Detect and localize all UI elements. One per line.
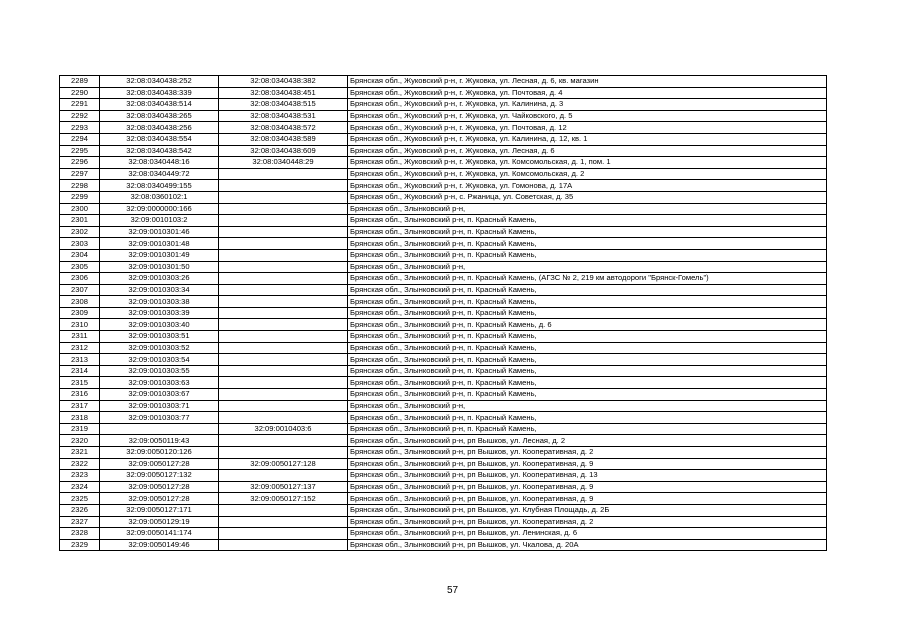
cadastral-number-cell: 32:08:0340438:252 xyxy=(100,76,219,88)
cadastral-number-cell: 32:09:0010103:2 xyxy=(100,215,219,227)
related-cadastral-number-cell: 32:08:0340438:589 xyxy=(219,133,348,145)
row-number-cell: 2324 xyxy=(60,481,100,493)
row-number-cell: 2329 xyxy=(60,539,100,551)
table-row xyxy=(60,516,827,528)
address-cell: Брянская обл., Злынковский р-н, рп Вышков, ул. Кооперативная, д. 2 xyxy=(348,447,827,459)
related-cadastral-number-cell: 32:08:0340438:515 xyxy=(219,99,348,111)
table-row xyxy=(60,400,827,412)
address-cell: Брянская обл., Злынковский р-н, п. Красный Камень, xyxy=(348,215,827,227)
related-cadastral-number-cell xyxy=(219,226,348,238)
row-number-cell: 2319 xyxy=(60,423,100,435)
cadastral-number-cell: 32:09:0050127:132 xyxy=(100,470,219,482)
cadastral-number-cell: 32:09:0010301:50 xyxy=(100,261,219,273)
address-cell: Брянская обл., Злынковский р-н, п. Красный Камень, (АГЗС № 2, 219 км автодороги "Брянск-Гомель") xyxy=(348,273,827,285)
related-cadastral-number-cell xyxy=(219,470,348,482)
table-row xyxy=(60,99,827,111)
address-cell: Брянская обл., Жуковский р-н, с. Ржаница, ул. Советская, д. 35 xyxy=(348,191,827,203)
cadastral-number-cell: 32:09:0050120:126 xyxy=(100,447,219,459)
cadastral-number-cell: 32:09:0000000:166 xyxy=(100,203,219,215)
table-row xyxy=(60,238,827,250)
cadastral-number-cell: 32:09:0010303:71 xyxy=(100,400,219,412)
table-row xyxy=(60,458,827,470)
address-cell: Брянская обл., Жуковский р-н, г. Жуковка, ул. Почтовая, д. 12 xyxy=(348,122,827,134)
address-cell: Брянская обл., Злынковский р-н, п. Красный Камень, xyxy=(348,389,827,401)
cadastral-number-cell: 32:09:0050127:28 xyxy=(100,458,219,470)
row-number-cell: 2290 xyxy=(60,87,100,99)
related-cadastral-number-cell xyxy=(219,296,348,308)
row-number-cell: 2315 xyxy=(60,377,100,389)
cadastral-number-cell: 32:09:0010303:55 xyxy=(100,365,219,377)
table-row xyxy=(60,122,827,134)
related-cadastral-number-cell xyxy=(219,528,348,540)
table-row xyxy=(60,342,827,354)
table-row xyxy=(60,447,827,459)
cadastral-number-cell: 32:09:0050141:174 xyxy=(100,528,219,540)
address-cell: Брянская обл., Злынковский р-н, п. Красный Камень, xyxy=(348,284,827,296)
address-cell: Брянская обл., Жуковский р-н, г. Жуковка, ул. Калинина, д. 3 xyxy=(348,99,827,111)
table-row xyxy=(60,504,827,516)
row-number-cell: 2326 xyxy=(60,504,100,516)
cadastral-number-cell: 32:08:0340448:16 xyxy=(100,157,219,169)
address-cell: Брянская обл., Злынковский р-н, рп Вышков, ул. Чкалова, д. 20А xyxy=(348,539,827,551)
related-cadastral-number-cell: 32:09:0050127:152 xyxy=(219,493,348,505)
table-row xyxy=(60,528,827,540)
cadastral-number-cell: 32:09:0050129:19 xyxy=(100,516,219,528)
address-cell: Брянская обл., Злынковский р-н, п. Красный Камень, xyxy=(348,226,827,238)
row-number-cell: 2328 xyxy=(60,528,100,540)
cadastral-number-cell: 32:08:0340438:256 xyxy=(100,122,219,134)
related-cadastral-number-cell xyxy=(219,203,348,215)
related-cadastral-number-cell: 32:08:0340438:451 xyxy=(219,87,348,99)
row-number-cell: 2297 xyxy=(60,168,100,180)
table-row xyxy=(60,365,827,377)
table-row xyxy=(60,249,827,261)
row-number-cell: 2291 xyxy=(60,99,100,111)
row-number-cell: 2299 xyxy=(60,191,100,203)
row-number-cell: 2323 xyxy=(60,470,100,482)
address-cell: Брянская обл., Жуковский р-н, г. Жуковка, ул. Комсомольская, д. 2 xyxy=(348,168,827,180)
row-number-cell: 2302 xyxy=(60,226,100,238)
address-cell: Брянская обл., Злынковский р-н, п. Красный Камень, xyxy=(348,365,827,377)
row-number-cell: 2298 xyxy=(60,180,100,192)
related-cadastral-number-cell xyxy=(219,238,348,250)
address-cell: Брянская обл., Злынковский р-н, рп Вышков, ул. Кооперативная, д. 2 xyxy=(348,516,827,528)
related-cadastral-number-cell: 32:08:0340438:531 xyxy=(219,110,348,122)
table-row xyxy=(60,307,827,319)
table-body xyxy=(60,76,827,551)
table-row xyxy=(60,423,827,435)
row-number-cell: 2310 xyxy=(60,319,100,331)
address-cell: Брянская обл., Злынковский р-н, рп Вышков, ул. Клубная Площадь, д. 2Б xyxy=(348,504,827,516)
page-number: 57 xyxy=(446,585,459,596)
cadastral-number-cell: 32:09:0050127:171 xyxy=(100,504,219,516)
table-row xyxy=(60,168,827,180)
table-row xyxy=(60,133,827,145)
table-row xyxy=(60,76,827,88)
address-cell: Брянская обл., Злынковский р-н, п. Красный Камень, xyxy=(348,238,827,250)
row-number-cell: 2300 xyxy=(60,203,100,215)
row-number-cell: 2289 xyxy=(60,76,100,88)
address-cell: Брянская обл., Жуковский р-н, г. Жуковка, ул. Почтовая, д. 4 xyxy=(348,87,827,99)
address-cell: Брянская обл., Злынковский р-н, рп Вышков, ул. Кооперативная, д. 9 xyxy=(348,481,827,493)
row-number-cell: 2318 xyxy=(60,412,100,424)
table-row xyxy=(60,470,827,482)
registry-table xyxy=(59,75,827,551)
cadastral-number-cell: 32:08:0340438:542 xyxy=(100,145,219,157)
row-number-cell: 2312 xyxy=(60,342,100,354)
related-cadastral-number-cell xyxy=(219,447,348,459)
related-cadastral-number-cell: 32:09:0010403:6 xyxy=(219,423,348,435)
table-row xyxy=(60,180,827,192)
related-cadastral-number-cell: 32:08:0340438:609 xyxy=(219,145,348,157)
address-cell: Брянская обл., Злынковский р-н, рп Вышков, ул. Лесная, д. 2 xyxy=(348,435,827,447)
address-cell: Брянская обл., Жуковский р-н, г. Жуковка, ул. Чайковского, д. 5 xyxy=(348,110,827,122)
related-cadastral-number-cell xyxy=(219,180,348,192)
cadastral-number-cell: 32:08:0340438:514 xyxy=(100,99,219,111)
related-cadastral-number-cell xyxy=(219,400,348,412)
cadastral-number-cell: 32:09:0010301:48 xyxy=(100,238,219,250)
cadastral-number-cell: 32:09:0010303:40 xyxy=(100,319,219,331)
address-cell: Брянская обл., Злынковский р-н, xyxy=(348,203,827,215)
row-number-cell: 2308 xyxy=(60,296,100,308)
table-row xyxy=(60,296,827,308)
related-cadastral-number-cell xyxy=(219,516,348,528)
row-number-cell: 2322 xyxy=(60,458,100,470)
table-row xyxy=(60,226,827,238)
table-row xyxy=(60,145,827,157)
cadastral-number-cell: 32:09:0050149:46 xyxy=(100,539,219,551)
address-cell: Брянская обл., Злынковский р-н, п. Красный Камень, д. 6 xyxy=(348,319,827,331)
row-number-cell: 2305 xyxy=(60,261,100,273)
table-row xyxy=(60,203,827,215)
address-cell: Брянская обл., Злынковский р-н, п. Красный Камень, xyxy=(348,249,827,261)
related-cadastral-number-cell xyxy=(219,504,348,516)
address-cell: Брянская обл., Злынковский р-н, рп Вышков, ул. Кооперативная, д. 9 xyxy=(348,493,827,505)
cadastral-number-cell: 32:09:0010303:52 xyxy=(100,342,219,354)
table-row xyxy=(60,331,827,343)
cadastral-number-cell: 32:09:0010301:46 xyxy=(100,226,219,238)
row-number-cell: 2295 xyxy=(60,145,100,157)
address-cell: Брянская обл., Злынковский р-н, п. Красный Камень, xyxy=(348,307,827,319)
related-cadastral-number-cell xyxy=(219,215,348,227)
address-cell: Брянская обл., Злынковский р-н, п. Красный Камень, xyxy=(348,423,827,435)
table-row xyxy=(60,191,827,203)
table-row xyxy=(60,273,827,285)
table-row xyxy=(60,319,827,331)
row-number-cell: 2304 xyxy=(60,249,100,261)
related-cadastral-number-cell xyxy=(219,261,348,273)
cadastral-number-cell: 32:09:0010301:49 xyxy=(100,249,219,261)
related-cadastral-number-cell xyxy=(219,319,348,331)
related-cadastral-number-cell: 32:08:0340448:29 xyxy=(219,157,348,169)
address-cell: Брянская обл., Злынковский р-н, п. Красный Камень, xyxy=(348,354,827,366)
related-cadastral-number-cell xyxy=(219,273,348,285)
cadastral-number-cell: 32:09:0050127:28 xyxy=(100,481,219,493)
related-cadastral-number-cell xyxy=(219,435,348,447)
row-number-cell: 2306 xyxy=(60,273,100,285)
address-cell: Брянская обл., Злынковский р-н, рп Вышков, ул. Кооперативная, д. 9 xyxy=(348,458,827,470)
table-row xyxy=(60,215,827,227)
row-number-cell: 2296 xyxy=(60,157,100,169)
table-row xyxy=(60,284,827,296)
row-number-cell: 2309 xyxy=(60,307,100,319)
row-number-cell: 2293 xyxy=(60,122,100,134)
related-cadastral-number-cell: 32:09:0050127:128 xyxy=(219,458,348,470)
related-cadastral-number-cell xyxy=(219,342,348,354)
cadastral-number-cell: 32:08:0340449:72 xyxy=(100,168,219,180)
cadastral-number-cell: 32:08:0340438:265 xyxy=(100,110,219,122)
row-number-cell: 2307 xyxy=(60,284,100,296)
related-cadastral-number-cell xyxy=(219,354,348,366)
cadastral-number-cell: 32:09:0010303:51 xyxy=(100,331,219,343)
related-cadastral-number-cell xyxy=(219,389,348,401)
table-row xyxy=(60,539,827,551)
table-row xyxy=(60,261,827,273)
address-cell: Брянская обл., Злынковский р-н, xyxy=(348,400,827,412)
cadastral-number-cell: 32:09:0010303:38 xyxy=(100,296,219,308)
address-cell: Брянская обл., Жуковский р-н, г. Жуковка, ул. Комсомольская, д. 1, пом. 1 xyxy=(348,157,827,169)
address-cell: Брянская обл., Злынковский р-н, п. Красный Камень, xyxy=(348,377,827,389)
row-number-cell: 2301 xyxy=(60,215,100,227)
related-cadastral-number-cell xyxy=(219,377,348,389)
row-number-cell: 2325 xyxy=(60,493,100,505)
address-cell: Брянская обл., Жуковский р-н, г. Жуковка, ул. Лесная, д. 6 xyxy=(348,145,827,157)
related-cadastral-number-cell: 32:09:0050127:137 xyxy=(219,481,348,493)
related-cadastral-number-cell xyxy=(219,365,348,377)
table-row xyxy=(60,354,827,366)
address-cell: Брянская обл., Злынковский р-н, рп Вышков, ул. Кооперативная, д. 13 xyxy=(348,470,827,482)
table-row xyxy=(60,493,827,505)
cadastral-number-cell xyxy=(100,423,219,435)
row-number-cell: 2327 xyxy=(60,516,100,528)
row-number-cell: 2320 xyxy=(60,435,100,447)
related-cadastral-number-cell xyxy=(219,284,348,296)
related-cadastral-number-cell xyxy=(219,191,348,203)
cadastral-number-cell: 32:09:0050127:28 xyxy=(100,493,219,505)
table-row xyxy=(60,377,827,389)
table-row xyxy=(60,389,827,401)
related-cadastral-number-cell xyxy=(219,331,348,343)
related-cadastral-number-cell xyxy=(219,168,348,180)
cadastral-number-cell: 32:09:0010303:39 xyxy=(100,307,219,319)
row-number-cell: 2303 xyxy=(60,238,100,250)
related-cadastral-number-cell xyxy=(219,539,348,551)
related-cadastral-number-cell xyxy=(219,307,348,319)
table-row xyxy=(60,435,827,447)
cadastral-number-cell: 32:09:0010303:34 xyxy=(100,284,219,296)
cadastral-number-cell: 32:09:0050119:43 xyxy=(100,435,219,447)
related-cadastral-number-cell: 32:08:0340438:382 xyxy=(219,76,348,88)
table-row xyxy=(60,87,827,99)
table-row xyxy=(60,481,827,493)
table-row xyxy=(60,110,827,122)
cadastral-number-cell: 32:09:0010303:54 xyxy=(100,354,219,366)
row-number-cell: 2311 xyxy=(60,331,100,343)
address-cell: Брянская обл., Злынковский р-н, п. Красный Камень, xyxy=(348,331,827,343)
table-row xyxy=(60,412,827,424)
row-number-cell: 2321 xyxy=(60,447,100,459)
related-cadastral-number-cell xyxy=(219,412,348,424)
row-number-cell: 2314 xyxy=(60,365,100,377)
address-cell: Брянская обл., Жуковский р-н, г. Жуковка, ул. Лесная, д. 6, кв. магазин xyxy=(348,76,827,88)
address-cell: Брянская обл., Жуковский р-н, г. Жуковка, ул. Калинина, д. 12, кв. 1 xyxy=(348,133,827,145)
cadastral-number-cell: 32:08:0340438:554 xyxy=(100,133,219,145)
row-number-cell: 2292 xyxy=(60,110,100,122)
cadastral-number-cell: 32:09:0010303:63 xyxy=(100,377,219,389)
row-number-cell: 2316 xyxy=(60,389,100,401)
address-cell: Брянская обл., Злынковский р-н, рп Вышков, ул. Ленинская, д. 6 xyxy=(348,528,827,540)
address-cell: Брянская обл., Жуковский р-н, г. Жуковка, ул. Гомонова, д. 17А xyxy=(348,180,827,192)
table-row xyxy=(60,157,827,169)
row-number-cell: 2317 xyxy=(60,400,100,412)
related-cadastral-number-cell: 32:08:0340438:572 xyxy=(219,122,348,134)
row-number-cell: 2313 xyxy=(60,354,100,366)
address-cell: Брянская обл., Злынковский р-н, п. Красный Камень, xyxy=(348,412,827,424)
cadastral-number-cell: 32:08:0340499:155 xyxy=(100,180,219,192)
cadastral-number-cell: 32:08:0360102:1 xyxy=(100,191,219,203)
cadastral-number-cell: 32:09:0010303:77 xyxy=(100,412,219,424)
cadastral-number-cell: 32:09:0010303:26 xyxy=(100,273,219,285)
address-cell: Брянская обл., Злынковский р-н, xyxy=(348,261,827,273)
cadastral-number-cell: 32:09:0010303:67 xyxy=(100,389,219,401)
address-cell: Брянская обл., Злынковский р-н, п. Красный Камень, xyxy=(348,296,827,308)
row-number-cell: 2294 xyxy=(60,133,100,145)
related-cadastral-number-cell xyxy=(219,249,348,261)
address-cell: Брянская обл., Злынковский р-н, п. Красный Камень, xyxy=(348,342,827,354)
cadastral-number-cell: 32:08:0340438:339 xyxy=(100,87,219,99)
